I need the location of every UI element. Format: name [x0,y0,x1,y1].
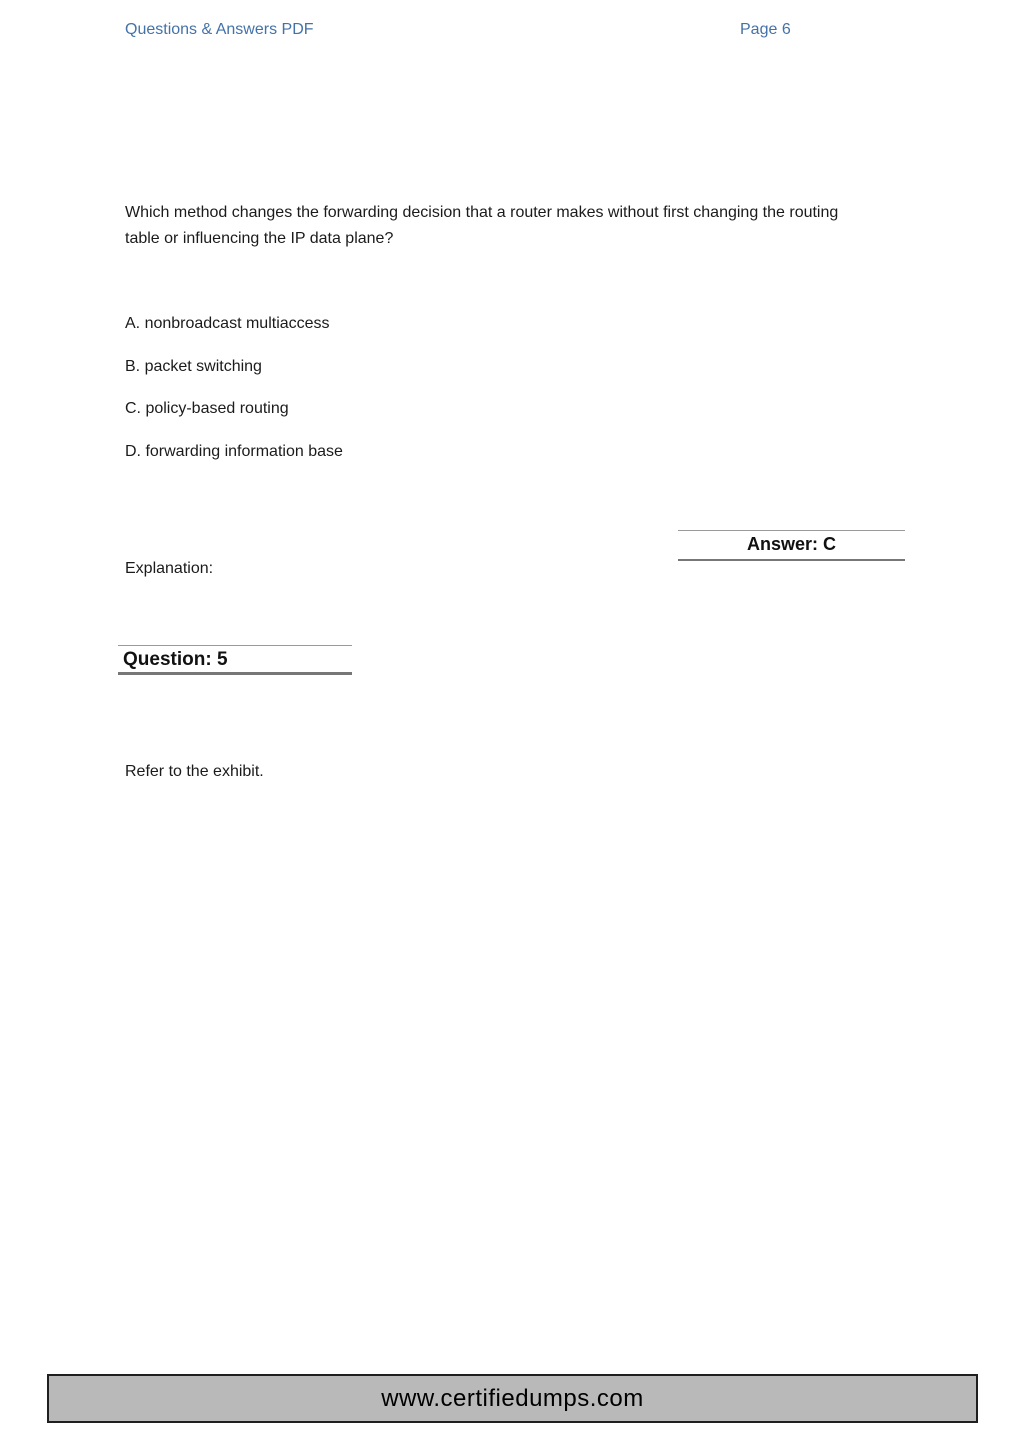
question-text: Which method changes the forwarding decision that a router makes without first changing the routing table or influencing the IP data plane? [125,204,839,247]
header-page-number: Page 6 [740,21,791,38]
question-5-heading: Question: 5 [118,645,352,675]
answer-option-a: A. nonbroadcast multiaccess [125,315,330,332]
explanation-label: Explanation: [125,560,214,577]
footer-url-link[interactable]: www.certifiedumps.com [381,1384,644,1412]
answer-option-d: D. forwarding information base [125,443,343,460]
header-doc-title: Questions & Answers PDF [125,21,314,38]
answer-option-b: B. packet switching [125,358,262,375]
answer-option-c: C. policy-based routing [125,400,289,417]
answer-heading: Answer: C [678,530,905,561]
footer-url-bar [47,1374,978,1423]
exhibit-note: Refer to the exhibit. [125,763,264,780]
